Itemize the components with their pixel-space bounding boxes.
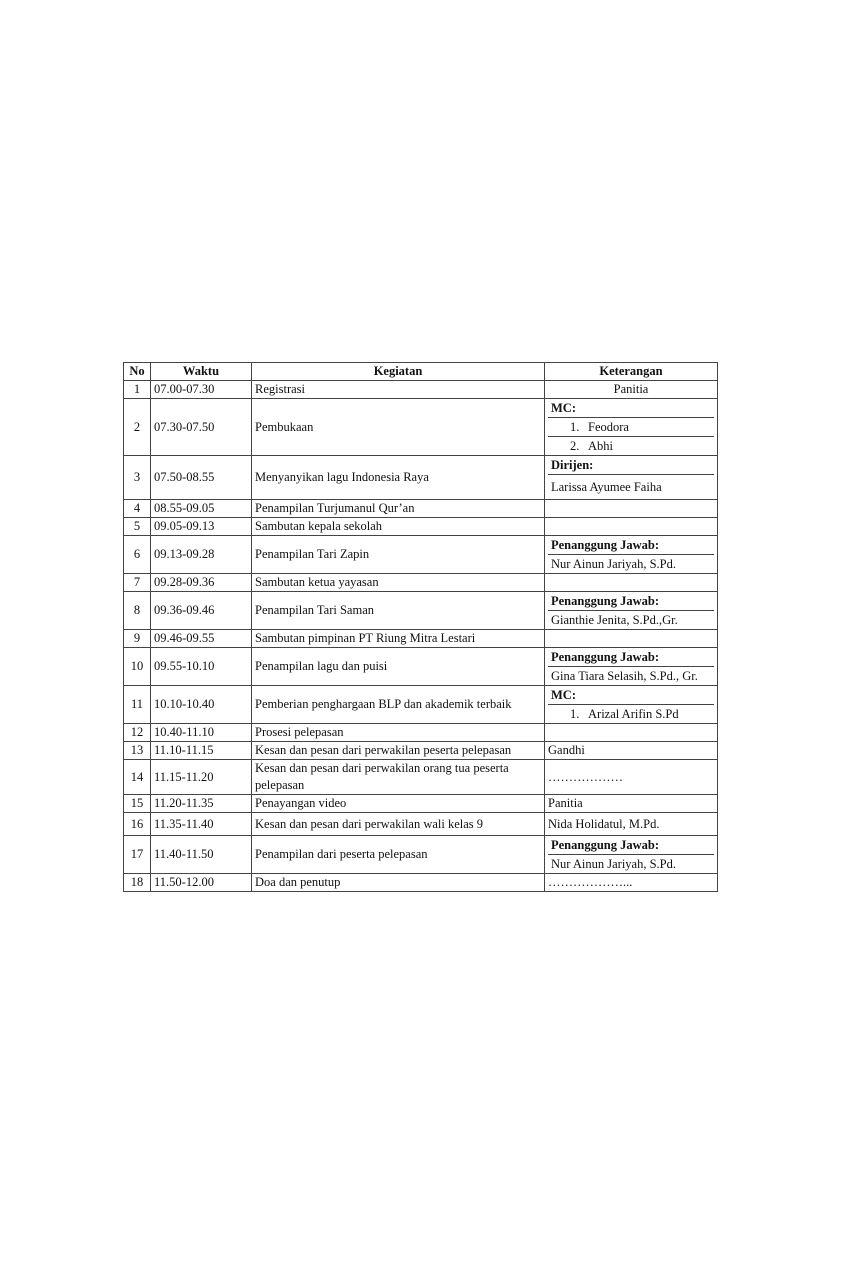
row-kegiatan: Penayangan video bbox=[252, 795, 545, 813]
row-waktu: 09.05-09.13 bbox=[151, 518, 252, 536]
row-kegiatan: Doa dan penutup bbox=[252, 874, 545, 892]
row-kegiatan: Sambutan kepala sekolah bbox=[252, 518, 545, 536]
row-waktu: 09.28-09.36 bbox=[151, 574, 252, 592]
row-keterangan: ………………... bbox=[545, 874, 718, 892]
row-no: 11 bbox=[124, 686, 151, 724]
row-no: 8 bbox=[124, 592, 151, 630]
row-waktu: 10.10-10.40 bbox=[151, 686, 252, 724]
row-kegiatan: Pembukaan bbox=[252, 399, 545, 456]
row-no: 6 bbox=[124, 536, 151, 574]
row-no: 13 bbox=[124, 742, 151, 760]
row-no: 16 bbox=[124, 813, 151, 836]
table-row bbox=[124, 836, 718, 874]
table-row bbox=[124, 795, 718, 813]
keterangan-value: Gianthie Jenita, S.Pd.,Gr. bbox=[551, 613, 678, 627]
row-waktu: 07.00-07.30 bbox=[151, 381, 252, 399]
row-waktu: 11.15-11.20 bbox=[151, 760, 252, 795]
row-keterangan bbox=[545, 724, 718, 742]
row-waktu: 08.55-09.05 bbox=[151, 500, 252, 518]
row-waktu: 07.30-07.50 bbox=[151, 399, 252, 456]
row-no: 18 bbox=[124, 874, 151, 892]
row-keterangan: ……………… bbox=[545, 760, 718, 795]
table-row bbox=[124, 648, 718, 686]
keterangan-heading: Dirijen: bbox=[548, 456, 714, 475]
keterangan-value: Larissa Ayumee Faiha bbox=[551, 480, 662, 494]
keterangan-heading: Penanggung Jawab: bbox=[548, 836, 714, 855]
row-no: 4 bbox=[124, 500, 151, 518]
row-kegiatan: Menyanyikan lagu Indonesia Raya bbox=[252, 456, 545, 500]
row-waktu: 11.10-11.15 bbox=[151, 742, 252, 760]
row-keterangan bbox=[545, 574, 718, 592]
table-row bbox=[124, 592, 718, 630]
keterangan-value: Nur Ainun Jariyah, S.Pd. bbox=[551, 557, 676, 571]
table-row bbox=[124, 686, 718, 724]
row-keterangan bbox=[545, 456, 718, 500]
row-no: 3 bbox=[124, 456, 151, 500]
row-no: 14 bbox=[124, 760, 151, 795]
row-no: 17 bbox=[124, 836, 151, 874]
row-waktu: 07.50-08.55 bbox=[151, 456, 252, 500]
table-row bbox=[124, 500, 718, 518]
table-row bbox=[124, 724, 718, 742]
row-waktu: 10.40-11.10 bbox=[151, 724, 252, 742]
row-no: 2 bbox=[124, 399, 151, 456]
header-kegiatan: Kegiatan bbox=[252, 363, 545, 381]
table-row bbox=[124, 456, 718, 500]
row-waktu: 11.20-11.35 bbox=[151, 795, 252, 813]
table-row bbox=[124, 760, 718, 795]
row-kegiatan: Prosesi pelepasan bbox=[252, 724, 545, 742]
row-no: 9 bbox=[124, 630, 151, 648]
keterangan-heading: Penanggung Jawab: bbox=[548, 648, 714, 667]
keterangan-heading: MC: bbox=[548, 686, 714, 705]
table-row bbox=[124, 399, 718, 456]
row-keterangan bbox=[545, 836, 718, 874]
list-item: 2. Abhi bbox=[570, 439, 613, 453]
row-no: 10 bbox=[124, 648, 151, 686]
table-row bbox=[124, 813, 718, 836]
row-kegiatan: Penampilan Tari Zapin bbox=[252, 536, 545, 574]
row-keterangan: Panitia bbox=[545, 381, 718, 399]
header-waktu: Waktu bbox=[151, 363, 252, 381]
row-keterangan: Nida Holidatul, M.Pd. bbox=[545, 813, 718, 836]
table-header-row bbox=[124, 363, 718, 381]
row-kegiatan: Kesan dan pesan dari perwakilan peserta pelepasan bbox=[252, 742, 545, 760]
table-row bbox=[124, 574, 718, 592]
row-kegiatan: Sambutan pimpinan PT Riung Mitra Lestari bbox=[252, 630, 545, 648]
row-waktu: 09.36-09.46 bbox=[151, 592, 252, 630]
row-waktu: 09.46-09.55 bbox=[151, 630, 252, 648]
table-row bbox=[124, 536, 718, 574]
row-kegiatan: Sambutan ketua yayasan bbox=[252, 574, 545, 592]
row-keterangan bbox=[545, 686, 718, 724]
list-item: 1. Feodora bbox=[548, 418, 714, 437]
schedule-table bbox=[123, 362, 718, 892]
list-item: 1. Arizal Arifin S.Pd bbox=[570, 707, 679, 721]
keterangan-heading: Penanggung Jawab: bbox=[548, 536, 714, 555]
row-keterangan: Panitia bbox=[545, 795, 718, 813]
keterangan-heading: MC: bbox=[548, 399, 714, 418]
row-waktu: 11.50-12.00 bbox=[151, 874, 252, 892]
row-no: 5 bbox=[124, 518, 151, 536]
row-waktu: 11.40-11.50 bbox=[151, 836, 252, 874]
row-kegiatan: Penampilan Tari Saman bbox=[252, 592, 545, 630]
row-keterangan bbox=[545, 500, 718, 518]
keterangan-heading: Penanggung Jawab: bbox=[548, 592, 714, 611]
row-no: 15 bbox=[124, 795, 151, 813]
row-kegiatan: Kesan dan pesan dari perwakilan wali kelas 9 bbox=[252, 813, 545, 836]
keterangan-value: Nur Ainun Jariyah, S.Pd. bbox=[551, 857, 676, 871]
table-row bbox=[124, 742, 718, 760]
table-row bbox=[124, 381, 718, 399]
keterangan-value: Gina Tiara Selasih, S.Pd., Gr. bbox=[551, 669, 698, 683]
row-keterangan bbox=[545, 648, 718, 686]
row-waktu: 09.55-10.10 bbox=[151, 648, 252, 686]
row-kegiatan: Penampilan lagu dan puisi bbox=[252, 648, 545, 686]
table-row bbox=[124, 630, 718, 648]
row-keterangan bbox=[545, 592, 718, 630]
row-kegiatan: Penampilan Turjumanul Qur’an bbox=[252, 500, 545, 518]
row-keterangan bbox=[545, 399, 718, 456]
header-keterangan: Keterangan bbox=[545, 363, 718, 381]
row-keterangan bbox=[545, 518, 718, 536]
row-kegiatan: Penampilan dari peserta pelepasan bbox=[252, 836, 545, 874]
row-kegiatan: Kesan dan pesan dari perwakilan orang tua peserta pelepasan bbox=[252, 760, 545, 795]
table-row bbox=[124, 518, 718, 536]
row-waktu: 09.13-09.28 bbox=[151, 536, 252, 574]
row-keterangan bbox=[545, 630, 718, 648]
row-waktu: 11.35-11.40 bbox=[151, 813, 252, 836]
row-no: 12 bbox=[124, 724, 151, 742]
header-no: No bbox=[124, 363, 151, 381]
row-keterangan: Gandhi bbox=[545, 742, 718, 760]
row-no: 7 bbox=[124, 574, 151, 592]
table-row bbox=[124, 874, 718, 892]
row-keterangan bbox=[545, 536, 718, 574]
row-kegiatan: Pemberian penghargaan BLP dan akademik terbaik bbox=[252, 686, 545, 724]
row-no: 1 bbox=[124, 381, 151, 399]
row-kegiatan: Registrasi bbox=[252, 381, 545, 399]
